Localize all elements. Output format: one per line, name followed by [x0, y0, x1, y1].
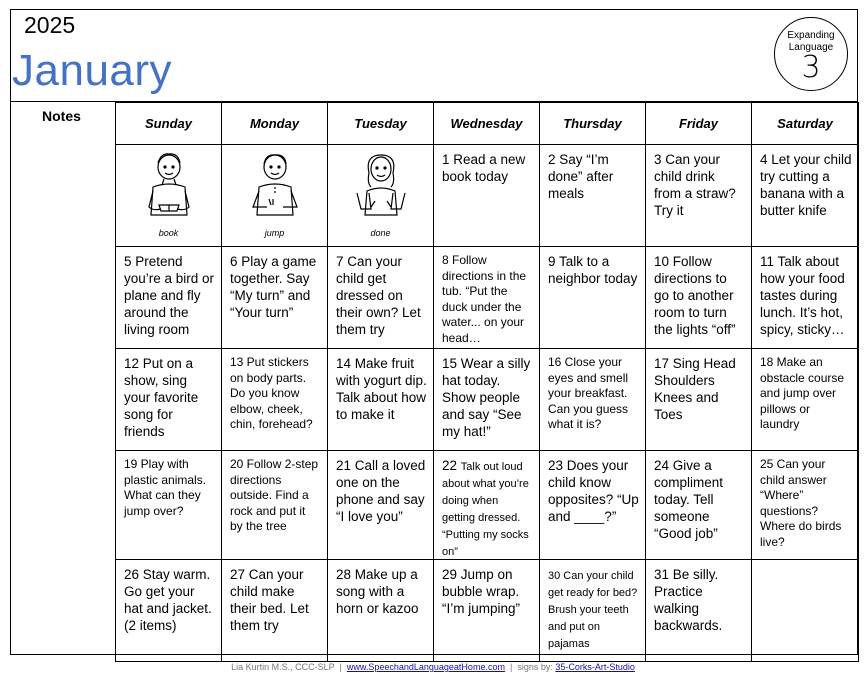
day-entry: 14 Make fruit with yogurt dip. Talk about how to make it	[336, 356, 427, 422]
footer-separator: |	[509, 662, 513, 672]
day-entry: 5 Pretend you’re a bird or plane and fly around the living room	[124, 254, 215, 337]
day-cell-23	[540, 451, 646, 560]
day-entry: 17 Sing Head Shoulders Knees and Toes	[654, 356, 736, 422]
day-cell-28	[328, 560, 434, 662]
weekday-header-row	[116, 103, 859, 145]
day-entry: 11 Talk about how your food tastes during lunch. It’s hot, spicy, sticky…	[760, 254, 845, 337]
day-entry: 4 Let your child try cutting a banana with a butter knife	[760, 152, 852, 218]
sign-cell-done	[328, 145, 434, 247]
day-cell-29	[434, 560, 540, 662]
week-row-2	[116, 247, 859, 349]
month-title: January	[12, 46, 173, 95]
day-entry: 30 Can your child get ready for bed? Brush your teeth and put on pajamas	[548, 570, 638, 650]
day-cell-20	[222, 451, 328, 560]
day-entry: 24 Give a compliment today. Tell someone “Good job”	[654, 458, 724, 541]
day-cell-1	[434, 145, 540, 247]
day-entry: 12 Put on a show, sing your favorite song for friends	[124, 356, 199, 439]
day-entry: 26 Stay warm. Go get your hat and jacket. (2 items)	[124, 567, 212, 633]
sign-cell-jump	[222, 145, 328, 247]
day-entry: 7 Can your child get dressed on their own? Let them try	[336, 254, 421, 337]
week-row-5	[116, 560, 859, 662]
day-entry: 21 Call a loved one on the phone and say “I love you”	[336, 458, 426, 524]
day-cell-18	[752, 349, 859, 451]
day-cell-8	[434, 247, 540, 349]
day-cell-4	[752, 145, 859, 247]
year-label: 2025	[24, 12, 76, 38]
footer-author: Lia Kurtin M.S., CCC-SLP	[231, 662, 335, 672]
calendar-grid	[115, 102, 859, 662]
weekday-thursday: Thursday	[540, 103, 646, 145]
notes-label: Notes	[42, 108, 81, 124]
footer-signs-label: signs by:	[517, 662, 553, 672]
week-row-1	[116, 145, 859, 247]
weekday-monday: Monday	[222, 103, 328, 145]
day-cell-empty	[752, 560, 859, 662]
day-entry: 27 Can your child make their bed. Let them try	[230, 567, 309, 633]
day-entry: 3 Can your child drink from a straw? Try it	[654, 152, 736, 218]
day-cell-16	[540, 349, 646, 451]
day-cell-9	[540, 247, 646, 349]
day-cell-30	[540, 560, 646, 662]
day-cell-2	[540, 145, 646, 247]
day-entry: 9 Talk to a neighbor today	[548, 254, 638, 286]
day-entry: 13 Put stickers on body parts. Do you know elbow, cheek, chin, forehead?	[230, 355, 313, 431]
day-cell-11	[752, 247, 859, 349]
day-entry: 8 Follow directions in the tub. “Put the duck under the water... on your head…	[442, 253, 527, 345]
day-entry: 19 Play with plastic animals. What can they jump over?	[124, 457, 207, 518]
footer	[0, 662, 866, 672]
jump-sign-illustration	[245, 149, 305, 231]
day-entry: 1 Read a new book today	[442, 152, 526, 184]
weekday-friday: Friday	[646, 103, 752, 145]
notes-column	[10, 101, 116, 655]
footer-website-link[interactable]: www.SpeechandLanguageatHome.com	[346, 662, 505, 672]
sign-caption: book	[158, 228, 179, 238]
done-sign-illustration	[351, 149, 411, 231]
day-entry: 28 Make up a song with a horn or kazoo	[336, 567, 419, 616]
sign-caption: done	[370, 228, 391, 238]
day-entry: 16 Close your eyes and smell your breakfast. Can you guess what it is?	[548, 355, 629, 431]
day-entry: 15 Wear a silly hat today. Show people and say “See my hat!”	[442, 356, 531, 439]
level-badge	[774, 17, 848, 91]
day-number: 22	[442, 458, 458, 473]
day-cell-25	[752, 451, 859, 560]
day-cell-14	[328, 349, 434, 451]
weekday-saturday: Saturday	[752, 103, 859, 145]
day-cell-19	[116, 451, 222, 560]
sign-caption: jump	[264, 228, 285, 238]
day-cell-7	[328, 247, 434, 349]
day-entry: 23 Does your child know opposites? “Up and ____?”	[548, 458, 639, 524]
day-cell-6	[222, 247, 328, 349]
day-cell-15	[434, 349, 540, 451]
day-cell-26	[116, 560, 222, 662]
day-entry: 2 Say “I’m done” after meals	[548, 152, 614, 201]
sign-cell-book	[116, 145, 222, 247]
badge-number: 3	[801, 50, 821, 85]
day-cell-21	[328, 451, 434, 560]
day-cell-27	[222, 560, 328, 662]
day-entry: 31 Be silly. Practice walking backwards.	[654, 567, 723, 633]
day-cell-31	[646, 560, 752, 662]
day-cell-10	[646, 247, 752, 349]
week-row-4	[116, 451, 859, 560]
day-entry: 20 Follow 2-step directions outside. Find a rock and put it by the tree	[230, 457, 319, 533]
day-entry: 10 Follow directions to go to another room to turn the lights “off”	[654, 254, 736, 337]
weekday-tuesday: Tuesday	[328, 103, 434, 145]
day-cell-5	[116, 247, 222, 349]
day-entry: Talk out loud about what you’re doing when getting dressed. “Putting my socks on”	[442, 461, 529, 558]
day-entry: 25 Can your child answer “Where” questions? Where do birds live?	[760, 457, 842, 549]
week-row-3	[116, 349, 859, 451]
footer-separator: |	[339, 662, 342, 672]
badge-text: Expanding Language	[787, 30, 835, 53]
weekday-sunday: Sunday	[116, 103, 222, 145]
weekday-wednesday: Wednesday	[434, 103, 540, 145]
day-cell-12	[116, 349, 222, 451]
day-cell-17	[646, 349, 752, 451]
day-cell-13	[222, 349, 328, 451]
book-sign-illustration	[139, 149, 199, 231]
day-entry: 6 Play a game together. Say “My turn” and “Your turn”	[230, 254, 317, 320]
day-cell-3	[646, 145, 752, 247]
day-entry: 29 Jump on bubble wrap. “I’m jumping”	[442, 567, 521, 616]
day-cell-24	[646, 451, 752, 560]
footer-signs-link[interactable]: 35-Corks-Art-Studio	[555, 662, 635, 672]
day-entry: 18 Make an obstacle course and jump over pillows or laundry	[760, 355, 845, 431]
day-cell-22	[434, 451, 540, 560]
